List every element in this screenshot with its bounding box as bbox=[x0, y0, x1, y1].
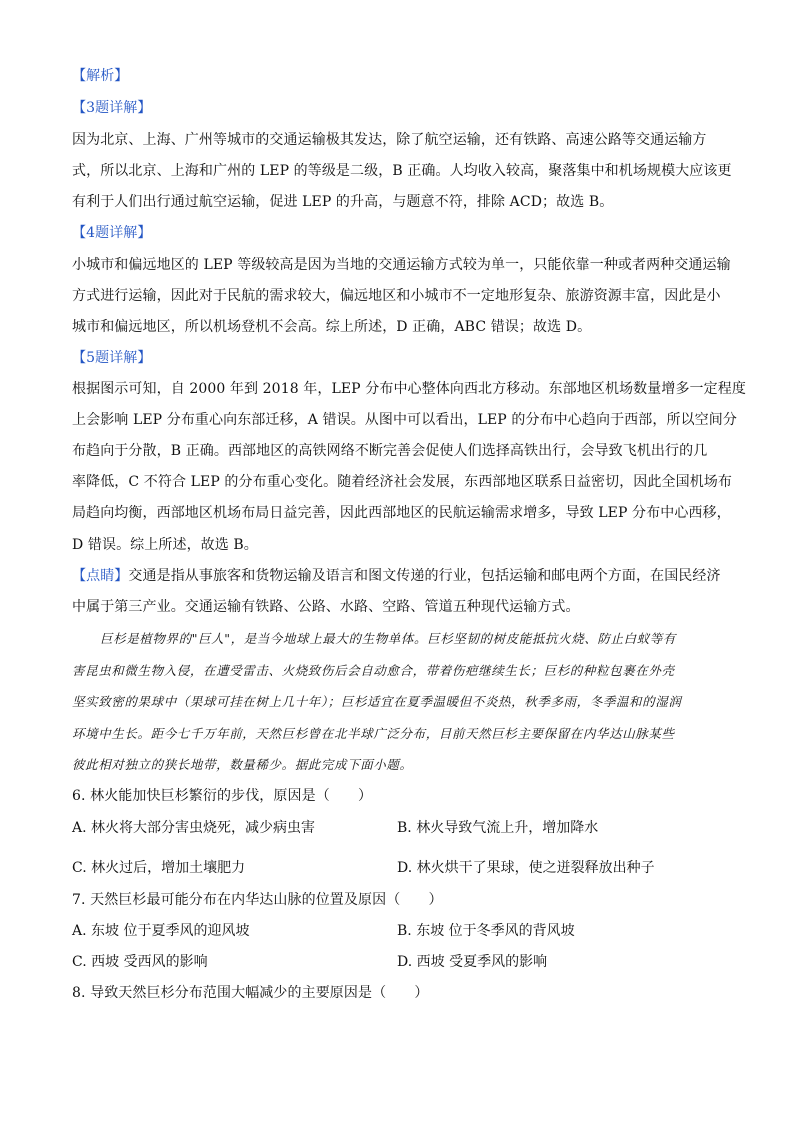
passage-line: 坚实致密的果球中（果球可挂在树上几十年）；巨杉适宜在夏季温暖但不炎热，秋季多雨，冬季温和的湿润 bbox=[72, 694, 682, 709]
q6-option-b: B. 林火导致气流上升，增加降水 bbox=[397, 820, 599, 836]
q5-heading: 【5题详解】 bbox=[72, 350, 152, 366]
q5-text-line: 上会影响 LEP 分布重心向东部迁移，A 错误。从图中可以看出，LEP 的分布中心趋向于西部，所以空间分 bbox=[72, 412, 737, 428]
q6-option-d: D. 林火烘干了果球，使之迸裂释放出种子 bbox=[397, 860, 655, 876]
tip-text: 交通是指从事旅客和货物运输及语言和图文传递的行业，包括运输和邮电两个方面，在国民经济 bbox=[128, 568, 721, 584]
tip-line bbox=[72, 566, 721, 586]
q3-text-line: 有利于人们出行通过航空运输，促进 LEP 的升高，与题意不符，排除 ACD；故选 B。 bbox=[72, 194, 614, 210]
q4-heading: 【4题详解】 bbox=[72, 225, 152, 241]
q4-text-line: 城市和偏远地区，所以机场登机不会高。综上所述，D 正确，ABC 错误；故选 D。 bbox=[72, 319, 592, 335]
q5-text-line: 率降低，C 不符合 LEP 的分布重心变化。随着经济社会发展，东西部地区联系日益密切，因此全国机场布 bbox=[72, 474, 732, 490]
tip-text-line: 中属于第三产业。交通运输有铁路、公路、水路、空路、管道五种现代运输方式。 bbox=[72, 599, 580, 615]
q4-text-line: 小城市和偏远地区的 LEP 等级较高是因为当地的交通运输方式较为单一，只能依靠一种或者两种交通运输 bbox=[72, 257, 731, 273]
q5-text-line: 布趋向于分散，B 正确。西部地区的高铁网络不断完善会促使人们选择高铁出行，会导致飞机出行的几 bbox=[72, 443, 708, 459]
q5-text-line: D 错误。综上所述，故选 B。 bbox=[72, 537, 258, 553]
q7-option-b: B. 东坡 位于冬季风的背风坡 bbox=[397, 923, 575, 939]
passage-line: 彼此相对独立的狭长地带，数量稀少。据此完成下面小题。 bbox=[72, 757, 413, 772]
question-6-stem: 6. 林火能加快巨杉繁衍的步伐，原因是（ ） bbox=[72, 788, 373, 804]
q3-text-line: 式，所以北京、上海和广州的 LEP 的等级是二级，B 正确。人均收入较高，聚落集中和机场规模大应该更 bbox=[72, 163, 732, 179]
q7-option-d: D. 西坡 受夏季风的影响 bbox=[397, 954, 548, 970]
q7-option-c: C. 西坡 受西风的影响 bbox=[72, 954, 208, 970]
q3-heading: 【3题详解】 bbox=[72, 100, 152, 116]
q3-text-line: 因为北京、上海、广州等城市的交通运输极其发达，除了航空运输，还有铁路、高速公路等交通运输方 bbox=[72, 132, 707, 148]
tip-heading: 【点睛】 bbox=[72, 568, 129, 584]
q5-text-line: 局趋向均衡，西部地区机场布局日益完善，因此西部地区的民航运输需求增多，导致 LEP 分布中心西移， bbox=[72, 505, 731, 521]
question-8-stem: 8. 导致天然巨杉分布范围大幅减少的主要原因是（ ） bbox=[72, 985, 429, 1001]
passage-line: 巨杉是植物界的"巨人"，是当今地球上最大的生物单体。巨杉坚韧的树皮能抵抗火烧、防止白蚁等有 bbox=[100, 631, 677, 646]
passage-line: 环境中生长。距今七千万年前，天然巨杉曾在北半球广泛分布，目前天然巨杉主要保留在内华达山脉某些 bbox=[72, 726, 675, 741]
question-7-stem: 7. 天然巨杉最可能分布在内华达山脉的位置及原因（ ） bbox=[72, 892, 443, 908]
q7-option-a: A. 东坡 位于夏季风的迎风坡 bbox=[72, 923, 250, 939]
q4-text-line: 方式进行运输，因此对于民航的需求较大，偏远地区和小城市不一定地形复杂、旅游资源丰富，因此是小 bbox=[72, 288, 721, 304]
q6-option-c: C. 林火过后，增加土壤肥力 bbox=[72, 860, 246, 876]
q5-text-line: 根据图示可知，自 2000 年到 2018 年，LEP 分布中心整体向西北方移动。东部地区机场数量增多一定程度 bbox=[72, 381, 746, 397]
analysis-heading: 【解析】 bbox=[72, 68, 129, 84]
q6-option-a: A. 林火将大部分害虫烧死，减少病虫害 bbox=[72, 820, 316, 836]
passage-line: 害昆虫和微生物入侵，在遭受雷击、火烧致伤后会自动愈合，带着伤疤继续生长；巨杉的种粒包裹在外壳 bbox=[72, 663, 675, 678]
